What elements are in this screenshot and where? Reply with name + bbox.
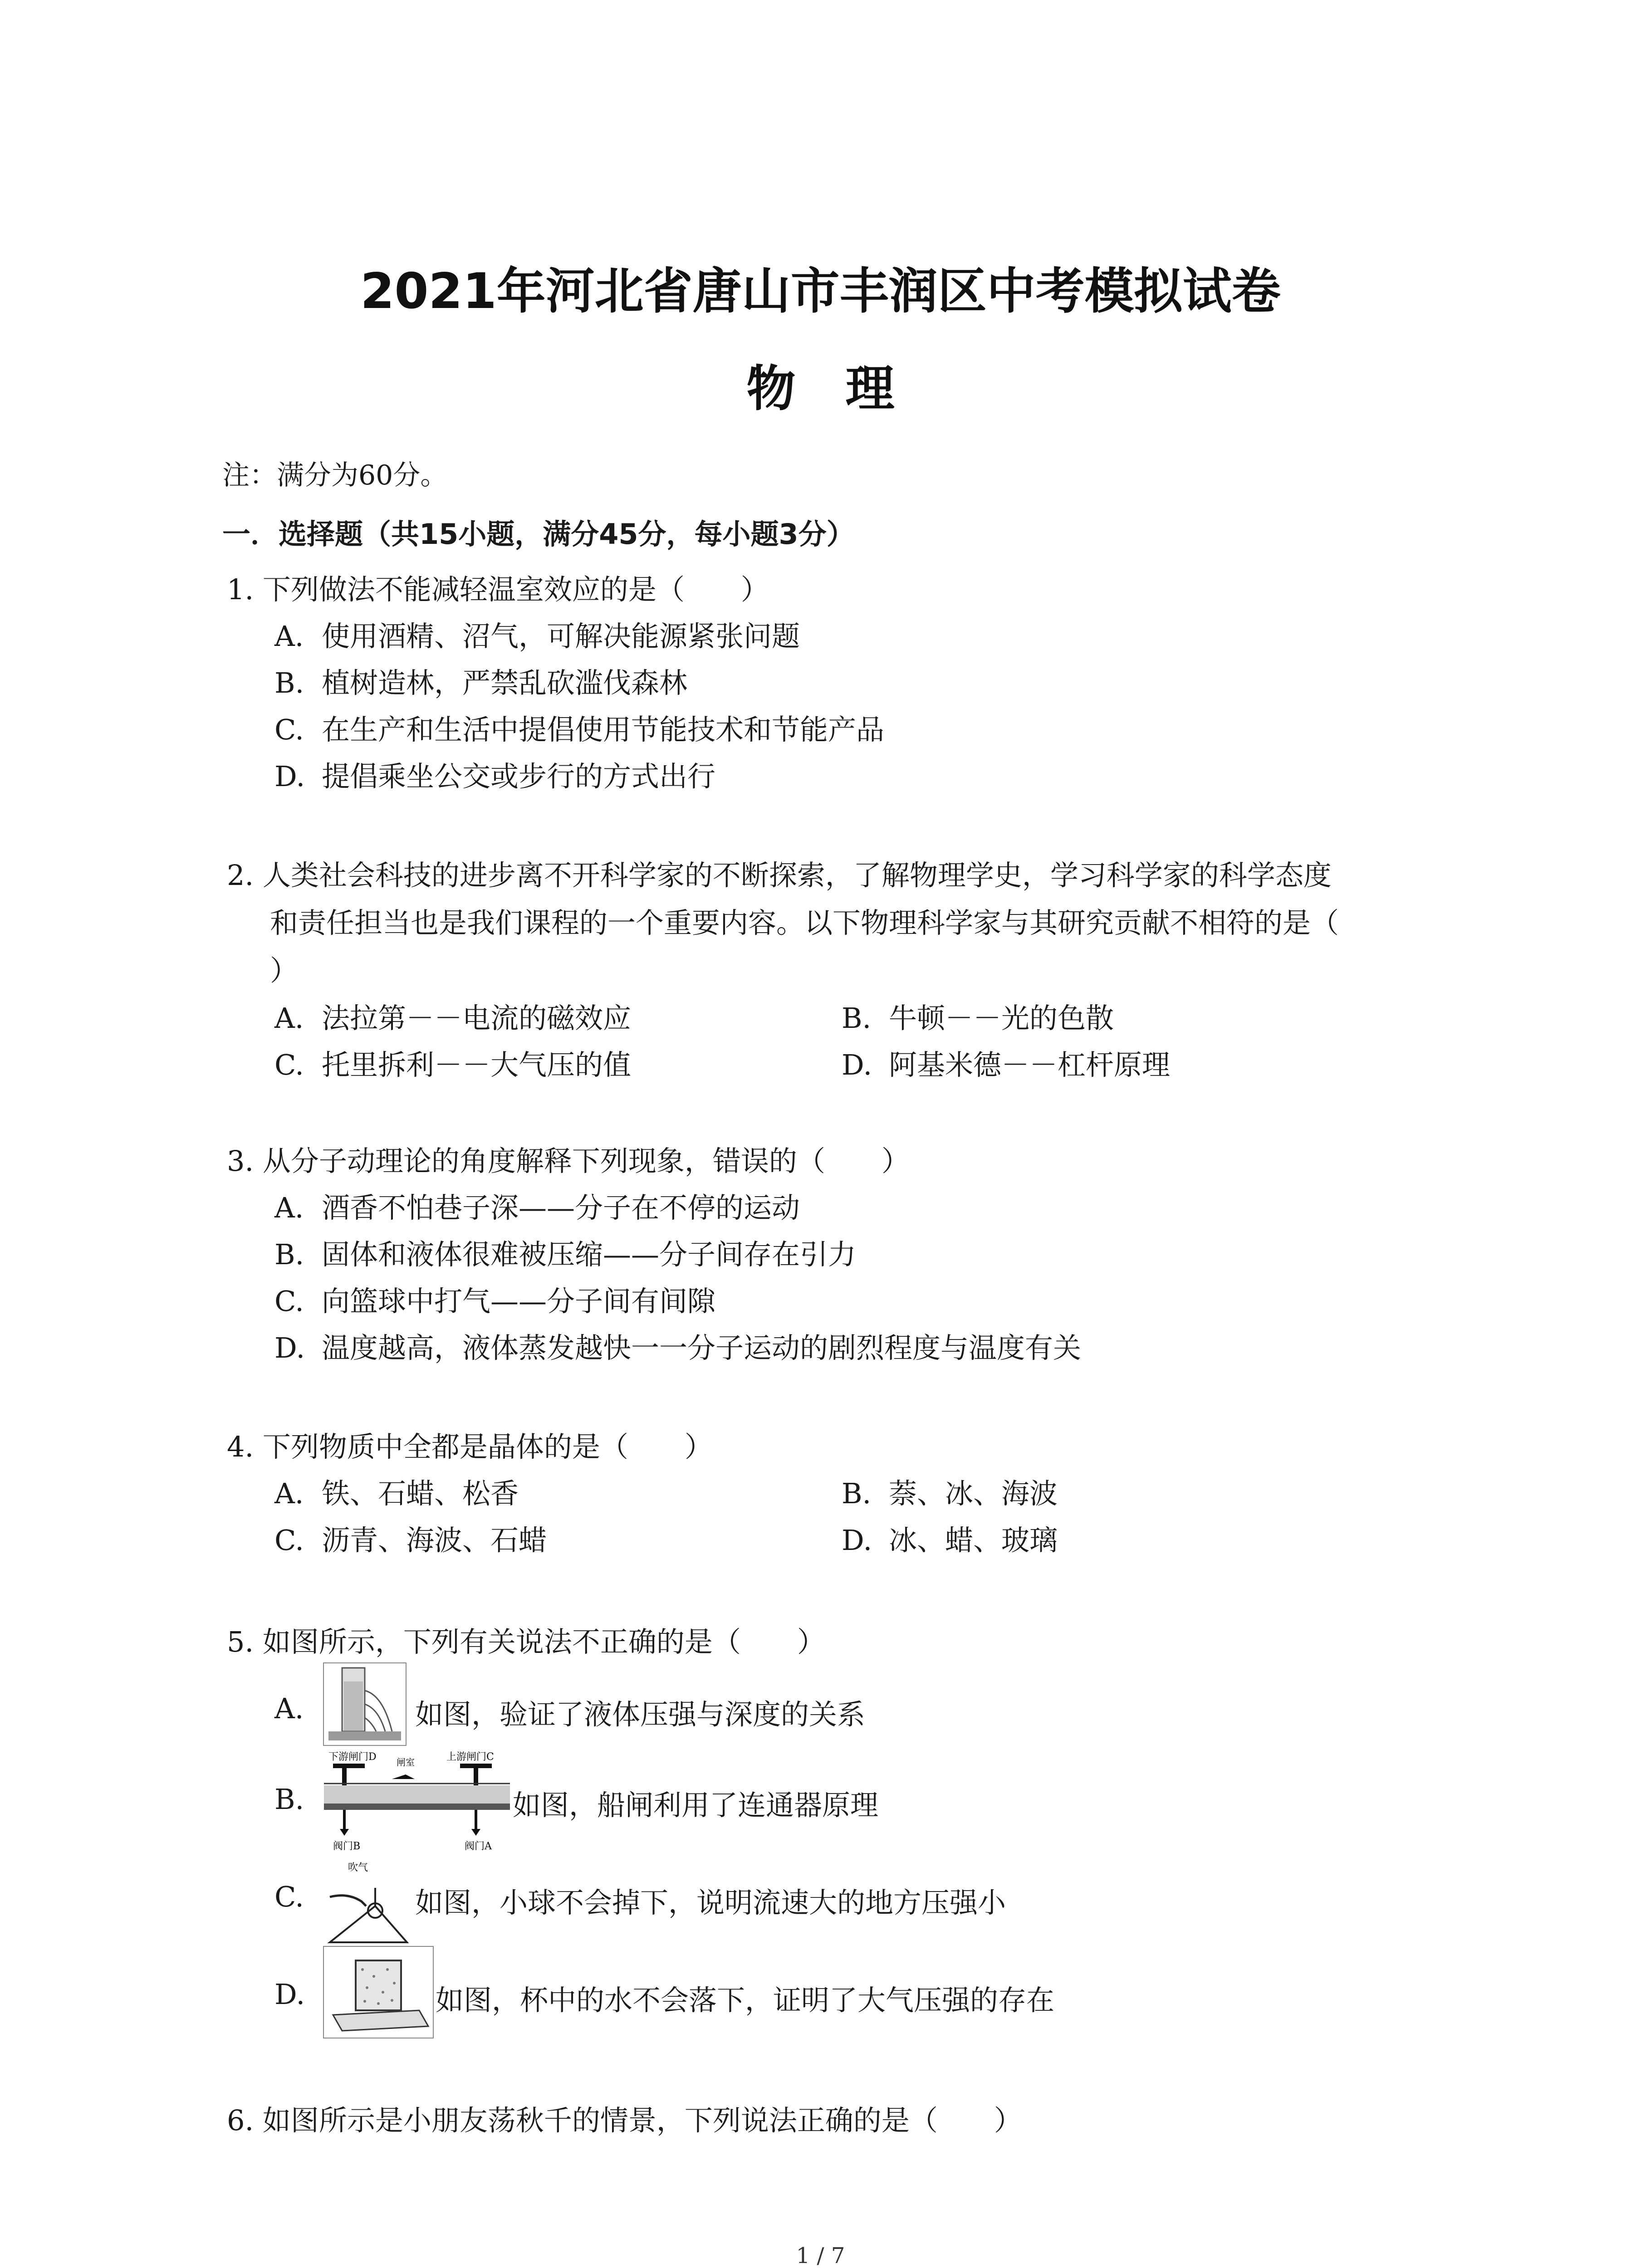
q5-option-c-text: 如图，小球不会掉下，说明流速大的地方压强小 bbox=[415, 1886, 1006, 1919]
q1-option-a: A. 使用酒精、沼气，可解决能源紧张问题 bbox=[274, 620, 800, 653]
q4-option-d: D. 冰、蜡、玻璃 bbox=[842, 1524, 1058, 1557]
fig-label-blow: 吹气 bbox=[348, 1862, 368, 1873]
q1-option-c: C. 在生产和生活中提倡使用节能技术和节能产品 bbox=[274, 713, 885, 746]
fig-label-valve-a: 阀门A bbox=[465, 1841, 492, 1852]
q4-option-b: B. 萘、冰、海波 bbox=[842, 1477, 1058, 1510]
q2-option-d: D. 阿基米德－－杠杆原理 bbox=[842, 1048, 1171, 1081]
q5-option-d-text: 如图，杯中的水不会落下，证明了大气压强的存在 bbox=[436, 1984, 1055, 2017]
fig-label-downstream-gate: 下游闸门D bbox=[328, 1751, 377, 1763]
ship-lock-figure bbox=[323, 1746, 511, 1862]
exam-title: 2021年河北省唐山市丰润区中考模拟试卷 bbox=[360, 263, 1281, 320]
question-5-stem: 5. 如图所示，下列有关说法不正确的是（ ） bbox=[227, 1625, 825, 1658]
q5-option-b-text: 如图，船闸利用了连通器原理 bbox=[513, 1789, 879, 1822]
q2-option-a: A. 法拉第－－电流的磁效应 bbox=[274, 1002, 632, 1035]
question-1-stem: 1. 下列做法不能减轻温室效应的是（ ） bbox=[227, 573, 769, 606]
note: 注：满分为60分。 bbox=[222, 459, 448, 491]
cup-card-figure bbox=[323, 1946, 434, 2038]
q3-option-b: B. 固体和液体很难被压缩——分子间存在引力 bbox=[274, 1238, 857, 1271]
q5-option-d-letter: D. bbox=[274, 1978, 305, 2011]
q2-option-c: C. 托里拆利－－大气压的值 bbox=[274, 1048, 632, 1081]
q3-option-c: C. 向篮球中打气——分子间有间隙 bbox=[274, 1285, 716, 1318]
q4-option-a: A. 铁、石蜡、松香 bbox=[274, 1477, 519, 1510]
question-2-stem-line3: ） bbox=[270, 954, 299, 987]
q1-option-d: D. 提倡乘坐公交或步行的方式出行 bbox=[274, 760, 716, 793]
fig-label-chamber: 闸室 bbox=[397, 1757, 415, 1768]
question-4-stem: 4. 下列物质中全都是晶体的是（ ） bbox=[227, 1430, 713, 1463]
question-2-stem-line2: 和责任担当也是我们课程的一个重要内容。以下物理科学家与其研究贡献不相符的是（ bbox=[270, 906, 1339, 939]
q5-option-c-letter: C. bbox=[274, 1880, 304, 1913]
section-heading: 一．选择题（共15小题，满分45分，每小题3分） bbox=[222, 518, 855, 551]
fig-label-upstream-gate: 上游闸门C bbox=[446, 1751, 494, 1763]
question-3-stem: 3. 从分子动理论的角度解释下列现象，错误的（ ） bbox=[227, 1144, 910, 1178]
subject-title: 物理 bbox=[746, 361, 945, 417]
q5-option-a-text: 如图，验证了液体压强与深度的关系 bbox=[415, 1698, 866, 1731]
q4-option-c: C. 沥青、海波、石蜡 bbox=[274, 1524, 547, 1557]
q1-option-b: B. 植树造林，严禁乱砍滥伐森林 bbox=[274, 666, 688, 699]
page-number: 1 / 7 bbox=[796, 2243, 845, 2268]
q3-option-d: D. 温度越高，液体蒸发越快一一分子运动的剧烈程度与温度有关 bbox=[274, 1331, 1082, 1364]
q5-option-b-letter: B. bbox=[274, 1783, 304, 1816]
question-6-stem: 6. 如图所示是小朋友荡秋千的情景，下列说法正确的是（ ） bbox=[227, 2104, 1022, 2137]
fig-label-valve-b: 阀门B bbox=[333, 1841, 361, 1852]
q3-option-a: A. 酒香不怕巷子深——分子在不停的运动 bbox=[274, 1191, 800, 1224]
liquid-pressure-figure bbox=[323, 1662, 407, 1746]
funnel-ball-figure bbox=[320, 1860, 412, 1952]
q5-option-a-letter: A. bbox=[274, 1692, 304, 1725]
question-2-stem-line1: 2. 人类社会科技的进步离不开科学家的不断探索，了解物理学史，学习科学家的科学态度 bbox=[227, 859, 1332, 892]
q2-option-b: B. 牛顿－－光的色散 bbox=[842, 1002, 1114, 1035]
